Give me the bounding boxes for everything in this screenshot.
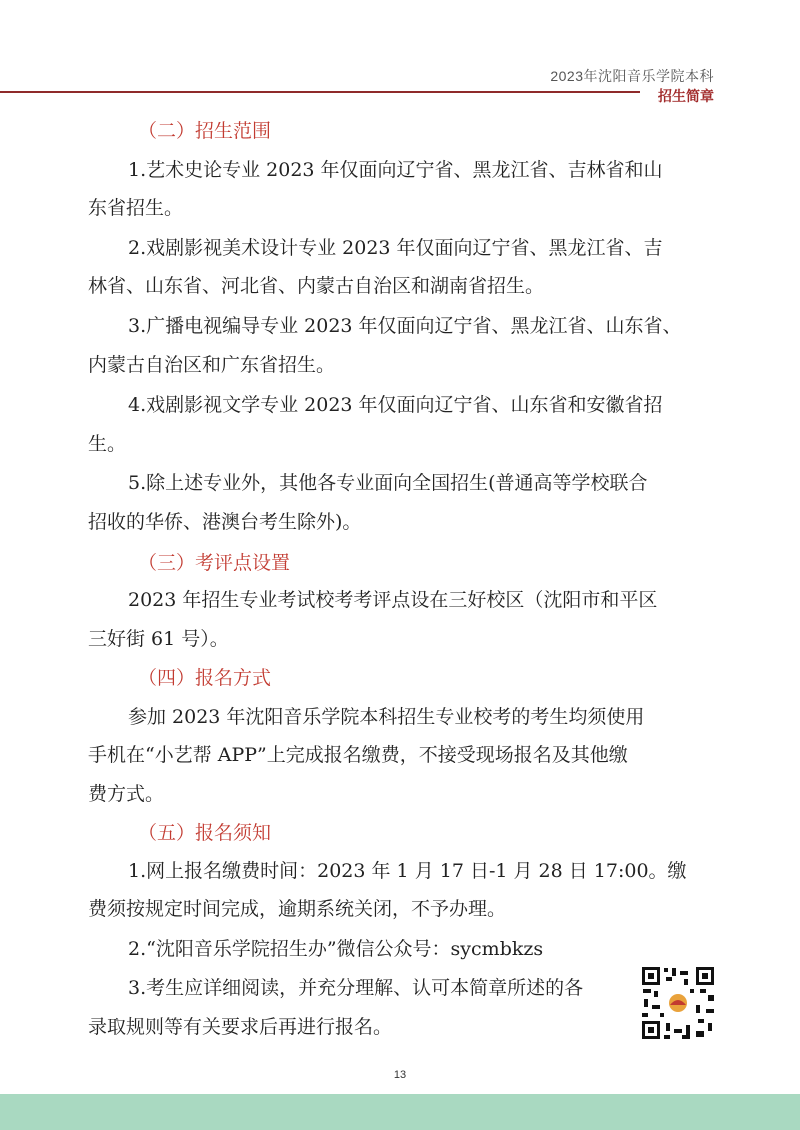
body-line: 5.除上述专业外，其他各专业面向全国招生(普通高等学校联合 <box>128 472 648 494</box>
body-line: 4.戏剧影视文学专业 2023 年仅面向辽宁省、山东省和安徽省招 <box>128 394 663 416</box>
body-line: 2.“沈阳音乐学院招生办”微信公众号：sycmbkzs <box>128 938 544 960</box>
body-line: 录取规则等有关要求后再进行报名。 <box>88 1016 393 1038</box>
body-line: 内蒙古自治区和广东省招生。 <box>88 354 336 376</box>
header-title: 2023年沈阳音乐学院本科 <box>550 68 714 84</box>
header-subtitle: 招生简章 <box>658 88 714 104</box>
body-line: 东省招生。 <box>88 197 184 219</box>
body-line: 3.考生应详细阅读，并充分理解、认可本简章所述的各 <box>128 977 584 999</box>
body-line: 招收的华侨、港澳台考生除外)。 <box>88 511 362 533</box>
header-rule <box>0 91 640 93</box>
section-heading: （五）报名须知 <box>138 822 272 844</box>
section-heading: （三）考评点设置 <box>138 552 291 574</box>
body-line: 3.广播电视编导专业 2023 年仅面向辽宁省、黑龙江省、山东省、 <box>128 315 682 337</box>
body-line: 1.网上报名缴费时间：2023 年 1 月 17 日-1 月 28 日 17:00。缴 <box>128 860 687 882</box>
page-number: 13 <box>393 1069 407 1081</box>
qr-code-icon <box>640 965 716 1041</box>
body-line: 费须按规定时间完成，逾期系统关闭，不予办理。 <box>88 898 507 920</box>
body-line: 手机在“小艺帮 APP”上完成报名缴费，不接受现场报名及其他缴 <box>88 744 628 766</box>
body-line: 生。 <box>88 433 127 455</box>
body-line: 费方式。 <box>88 783 165 805</box>
body-line: 三好街 61 号）。 <box>88 628 229 650</box>
body-line: 2.戏剧影视美术设计专业 2023 年仅面向辽宁省、黑龙江省、吉 <box>128 237 663 259</box>
body-line: 2023 年招生专业考试校考考评点设在三好校区（沈阳市和平区 <box>128 589 658 611</box>
body-line: 林省、山东省、河北省、内蒙古自治区和湖南省招生。 <box>88 275 545 297</box>
footer-band <box>0 1094 800 1130</box>
section-heading: （四）报名方式 <box>138 667 272 689</box>
section-heading: （二）招生范围 <box>138 120 272 142</box>
body-line: 参加 2023 年沈阳音乐学院本科招生专业校考的考生均须使用 <box>128 706 645 728</box>
body-line: 1.艺术史论专业 2023 年仅面向辽宁省、黑龙江省、吉林省和山 <box>128 159 663 181</box>
